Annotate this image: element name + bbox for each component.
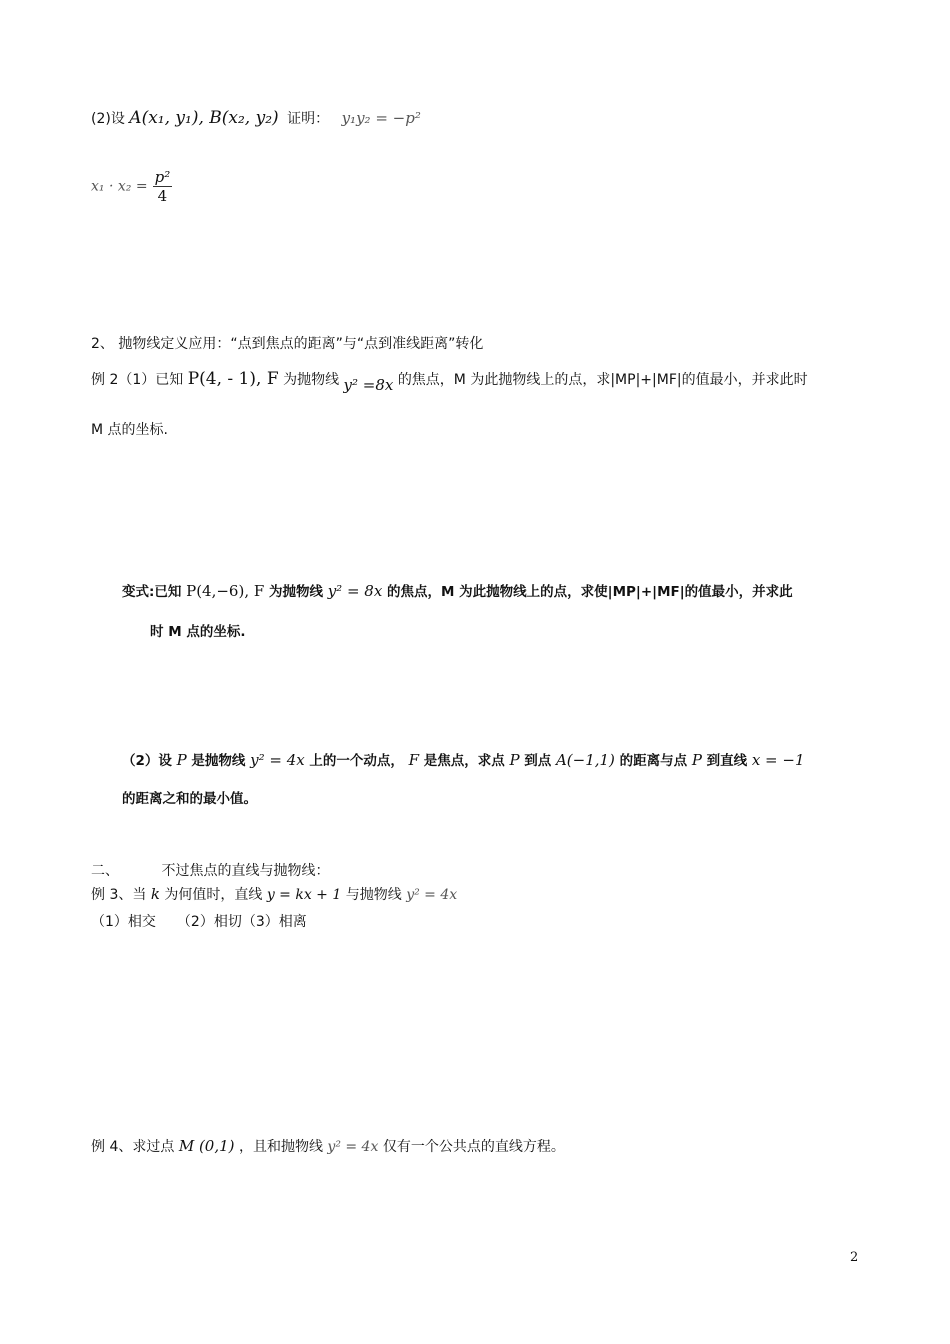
- points-AB: A(x₁, y₁), B(x₂, y₂): [129, 108, 279, 128]
- variant-line1: 变式:已知 P(4,−6), F 为抛物线 y² = 8x 的焦点，M 为此抛物线上的点，求使|MP|+|MF|的值最小，并求此: [122, 582, 793, 600]
- equation-y1y2: y₁y₂ = −p²: [341, 109, 421, 127]
- part2-line: (2)设 A(x₁, y₁), B(x₂, y₂) 证明： y₁y₂ = −p²: [91, 108, 421, 128]
- example4-line: 例 4、求过点 M (0,1) ，且和抛物线 y² = 4x 仅有一个公共点的直线方程。: [91, 1137, 565, 1155]
- example2-line2: M 点的坐标.: [91, 422, 168, 438]
- example3-line1: 例 3、当 k 为何值时，直线 y = kx + 1 与抛物线 y² = 4x: [91, 885, 458, 903]
- equation-y2-8x: y² =8x: [343, 376, 394, 394]
- question2-line2: 的距离之和的最小值。: [122, 791, 257, 807]
- page-number: 2: [850, 1250, 859, 1265]
- example2-line1: 例 2（1）已知 P(4, - 1), F 为抛物线 y² =8x 的焦点，M 为此抛物线上的点，求|MP|+|MF|的值最小，并求此时: [91, 369, 808, 394]
- example3-cases: （1）相交 （2）相切（3）相离: [91, 914, 307, 930]
- fraction-p2-over-4: $\frac{\text{p²}}{4}$: [154, 168, 171, 205]
- section2-heading: 2、 抛物线定义应用：“点到焦点的距离”与“点到准线距离”转化: [91, 336, 484, 352]
- equation-x1x2: x₁ · x₂ = $\frac{\text{p²}}{4}$: [91, 168, 171, 205]
- watermark: [377, 618, 396, 639]
- question2-line1: （2）设 P 是抛物线 y² = 4x 上的一个动点， F 是焦点，求点 P 到点 A(−1,1) 的距离与点 P 到直线 x = −1: [122, 751, 805, 769]
- section3-heading: 二、 不过焦点的直线与抛物线：: [91, 863, 330, 879]
- variant-line2: 时 M 点的坐标.: [150, 624, 246, 640]
